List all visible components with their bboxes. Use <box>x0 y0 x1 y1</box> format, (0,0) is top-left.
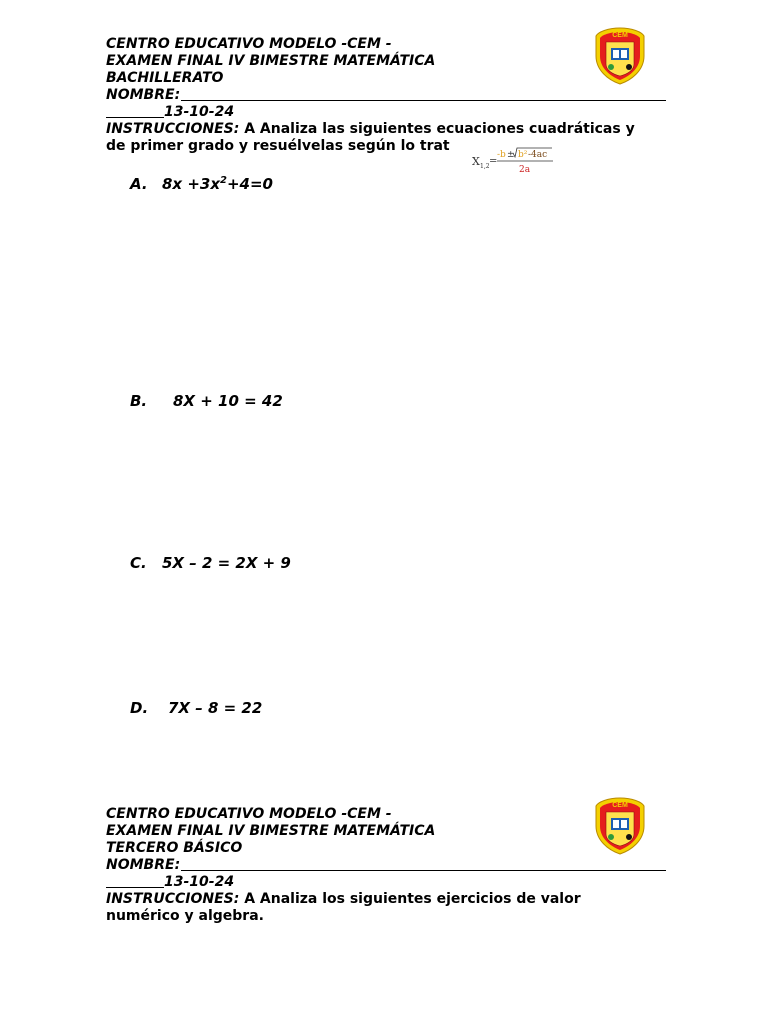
name-label: NOMBRE: <box>106 87 181 103</box>
exam1-header <box>106 36 666 155</box>
formula-neg-b: -b <box>497 150 506 160</box>
problem-expression: 8X + 10 = 42 <box>173 392 283 410</box>
date-blank-line <box>106 887 164 888</box>
formula-lhs: X <box>472 155 480 168</box>
problem-a <box>130 175 273 193</box>
problem-label: B. <box>130 392 148 410</box>
problem-expression: 7X – 8 = 22 <box>168 699 263 717</box>
formula-lhs-sub: 1,2 <box>480 163 490 170</box>
school-logo <box>592 26 648 86</box>
date-row <box>106 874 666 891</box>
instructions-text: A Analiza los siguientes ejercicios de valor numérico y algebra. <box>106 891 581 924</box>
formula-minus-4ac: -4ac <box>528 150 548 160</box>
problem-exponent: 2 <box>220 175 227 186</box>
shield-crest-icon <box>592 26 648 86</box>
date-row <box>106 104 666 121</box>
instructions-label: INSTRUCCIONES: <box>106 891 240 907</box>
exam-title: EXAMEN FINAL IV BIMESTRE MATEMÁTICA <box>106 53 436 69</box>
name-label: NOMBRE: <box>106 857 181 873</box>
school-name: CENTRO EDUCATIVO MODELO -CEM - <box>106 36 392 52</box>
formula-b-squared: b² <box>518 150 528 160</box>
problem-expression-part2: +4=0 <box>226 175 273 193</box>
problem-expression-part1: 8x +3x <box>162 175 221 193</box>
school-name: CENTRO EDUCATIVO MODELO -CEM - <box>106 806 392 822</box>
instructions-text: A Analiza las siguientes ecuaciones cuadráticas y de primer grado y resuélvelas según lo trat <box>106 121 635 154</box>
problem-label: D. <box>130 699 149 717</box>
name-field[interactable] <box>106 857 666 874</box>
svg-text:=: = <box>489 156 498 167</box>
problem-label: A. <box>130 175 148 193</box>
exam-date: 13-10-24 <box>164 874 235 890</box>
logo-text: CEM <box>612 802 628 809</box>
name-blank-line[interactable] <box>181 857 666 871</box>
quadratic-formula-image <box>472 146 558 176</box>
problem-c <box>130 554 291 572</box>
instructions-label: INSTRUCCIONES: <box>106 121 240 137</box>
instructions <box>106 891 656 925</box>
shield-crest-icon <box>592 796 648 856</box>
exam-date: 13-10-24 <box>164 104 235 120</box>
instructions <box>106 121 656 155</box>
logo-text: CEM <box>612 32 628 39</box>
exam2-header <box>106 806 666 925</box>
problem-d <box>130 699 262 717</box>
problem-label: C. <box>130 554 147 572</box>
school-logo <box>592 796 648 856</box>
date-blank-line <box>106 117 164 118</box>
name-field[interactable] <box>106 87 666 104</box>
name-blank-line[interactable] <box>181 87 666 101</box>
grade-level: TERCERO BÁSICO <box>106 840 243 856</box>
problem-expression: 5X – 2 = 2X + 9 <box>162 554 291 572</box>
formula-pm: ± <box>507 150 515 160</box>
formula-denominator: 2a <box>519 165 531 175</box>
grade-level: BACHILLERATO <box>106 70 224 86</box>
exam-title: EXAMEN FINAL IV BIMESTRE MATEMÁTICA <box>106 823 436 839</box>
problem-b <box>130 392 283 410</box>
quadratic-formula <box>472 146 558 176</box>
